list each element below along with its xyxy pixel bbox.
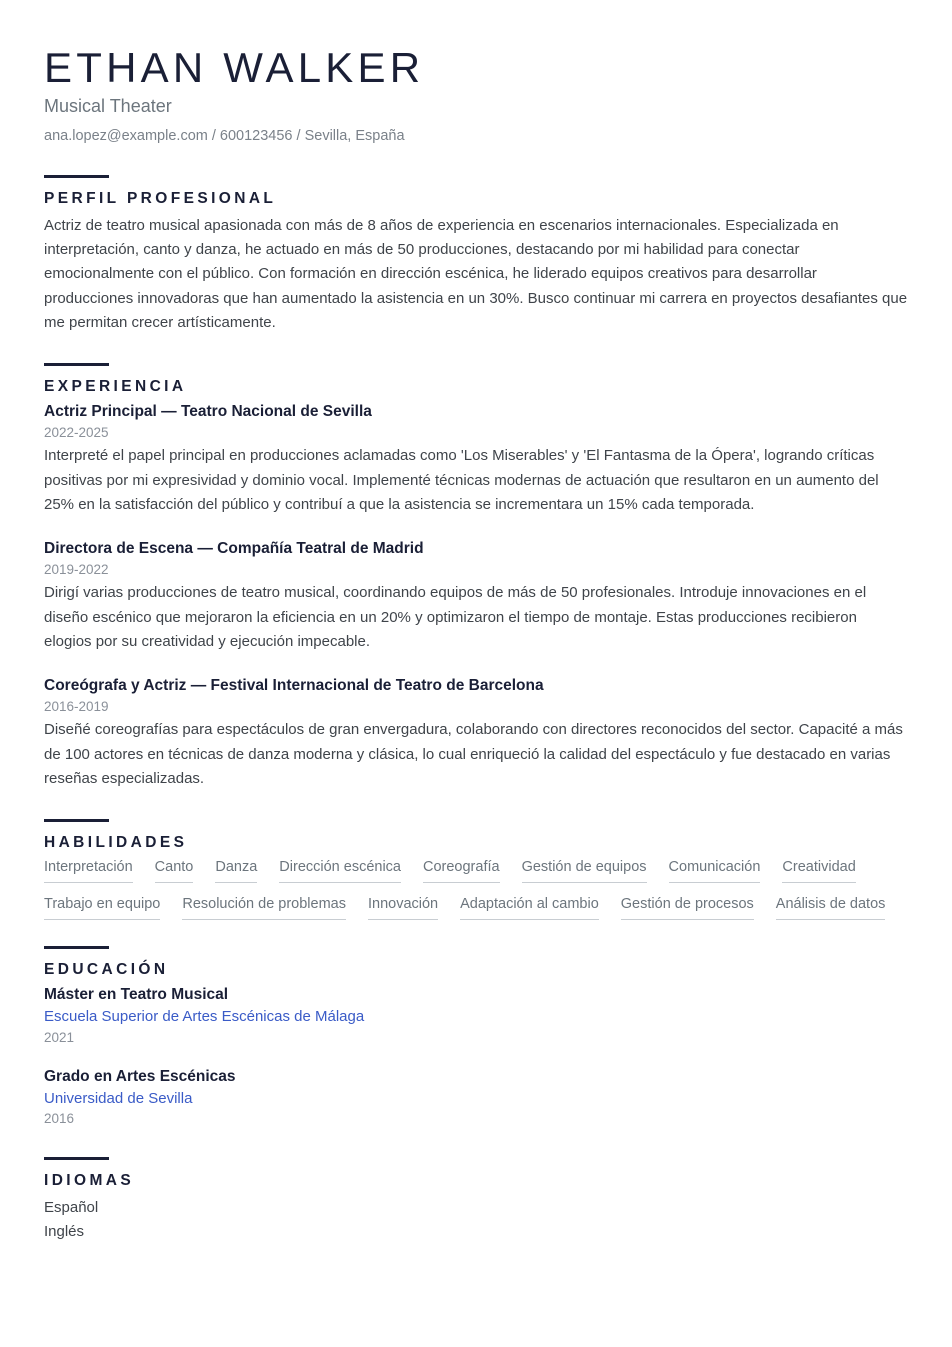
job-dates: 2019-2022 [44, 562, 109, 578]
education-school[interactable]: Escuela Superior de Artes Escénicas de Málaga [44, 1007, 365, 1025]
resume-header [44, 44, 908, 147]
education-year: 2016 [44, 1111, 75, 1127]
section-title-education: EDUCACIÓN [44, 960, 169, 978]
skill-tag: Gestión de equipos [522, 858, 647, 883]
contact-line: ana.lopez@example.com / 600123456 / Sevilla, España [44, 128, 405, 145]
education-item [44, 1067, 908, 1129]
job-description: Dirigí varias producciones de teatro musical, coordinando equipos de más de 50 profesionales. Introduje innovaciones en el diseño escénico que mejoraron la eficiencia en un 20% y optimizaron el tiempo de montaje. Estas producciones recibieron elogios por su creatividad y ejecución impecable. [44, 584, 867, 650]
section-title-languages: IDIOMAS [44, 1171, 135, 1189]
job-dates: 2022-2025 [44, 425, 109, 441]
job-title: Directora de Escena — Compañía Teatral de Madrid [44, 540, 424, 558]
skill-tag: Trabajo en equipo [44, 895, 160, 920]
candidate-name: ETHAN WALKER [44, 44, 425, 91]
section-languages [44, 1157, 908, 1245]
language-item: Inglés [44, 1222, 85, 1240]
skill-tag: Adaptación al cambio [460, 895, 599, 920]
profile-text: Actriz de teatro musical apasionada con más de 8 años de experiencia en escenarios internacionales. Especializada en interpretación, canto y danza, he actuado en más de 50 producciones, destacando por mi habilidad para conectar emocionalmente con el público. Con formación en dirección escénica, he liderado equipos creativos para desarrollar producciones innovadoras que han aumentado la asistencia en un 30%. Busco continuar mi carrera en proyectos desafiantes que me permitan crecer artísticamente. [44, 216, 908, 331]
skill-tag: Coreografía [423, 858, 500, 883]
skill-tag: Comunicación [669, 858, 761, 883]
skills-row [44, 858, 908, 883]
skill-tag: Resolución de problemas [182, 895, 346, 920]
experience-item [44, 539, 908, 654]
skill-tag: Danza [215, 858, 257, 883]
section-title-profile: PERFIL PROFESIONAL [44, 189, 277, 207]
section-rule [44, 363, 109, 366]
candidate-subtitle: Musical Theater [44, 96, 172, 117]
skill-tag: Gestión de procesos [621, 895, 754, 920]
skill-tag: Análisis de datos [776, 895, 886, 920]
experience-item [44, 676, 908, 791]
skill-tag: Creatividad [782, 858, 855, 883]
job-title: Coreógrafa y Actriz — Festival Internacional de Teatro de Barcelona [44, 677, 544, 695]
section-title-experience: EXPERIENCIA [44, 378, 187, 396]
section-title-skills: HABILIDADES [44, 834, 188, 852]
section-rule [44, 1157, 109, 1160]
section-rule [44, 819, 109, 822]
education-school[interactable]: Universidad de Sevilla [44, 1089, 193, 1107]
job-title: Actriz Principal — Teatro Nacional de Sevilla [44, 403, 372, 421]
skills-row [44, 895, 908, 920]
section-rule [44, 946, 109, 949]
education-degree: Grado en Artes Escénicas [44, 1067, 236, 1085]
experience-item [44, 402, 908, 517]
job-description: Diseñé coreografías para espectáculos de gran envergadura, colaborando con directores reconocidos del sector. Capacité a más de 100 actores en técnicas de danza moderna y clásica, lo cual enriqueció la calidad del espectáculo y fue destacado en varias reseñas especializadas. [44, 721, 903, 787]
section-profile [44, 175, 908, 335]
language-item: Español [44, 1198, 99, 1216]
job-dates: 2016-2019 [44, 699, 109, 715]
skill-tag: Canto [155, 858, 194, 883]
job-description: Interpreté el papel principal en producciones aclamadas como 'Los Miserables' y 'El Fantasma de la Ópera', logrando críticas positivas por mi expresividad y dominio vocal. Implementé técnicas modernas de actuación que resultaron en un aumento del 25% en la satisfacción del público y contribuí a que la asistencia se incrementara un 15% cada temporada. [44, 447, 879, 513]
education-degree: Máster en Teatro Musical [44, 985, 229, 1003]
skill-tag: Innovación [368, 895, 438, 920]
section-rule [44, 175, 109, 178]
education-item [44, 985, 908, 1047]
section-skills [44, 819, 908, 920]
section-education [44, 946, 908, 1129]
skill-tag: Dirección escénica [279, 858, 401, 883]
skill-tag: Interpretación [44, 858, 133, 883]
education-year: 2021 [44, 1029, 75, 1045]
section-experience [44, 363, 908, 791]
